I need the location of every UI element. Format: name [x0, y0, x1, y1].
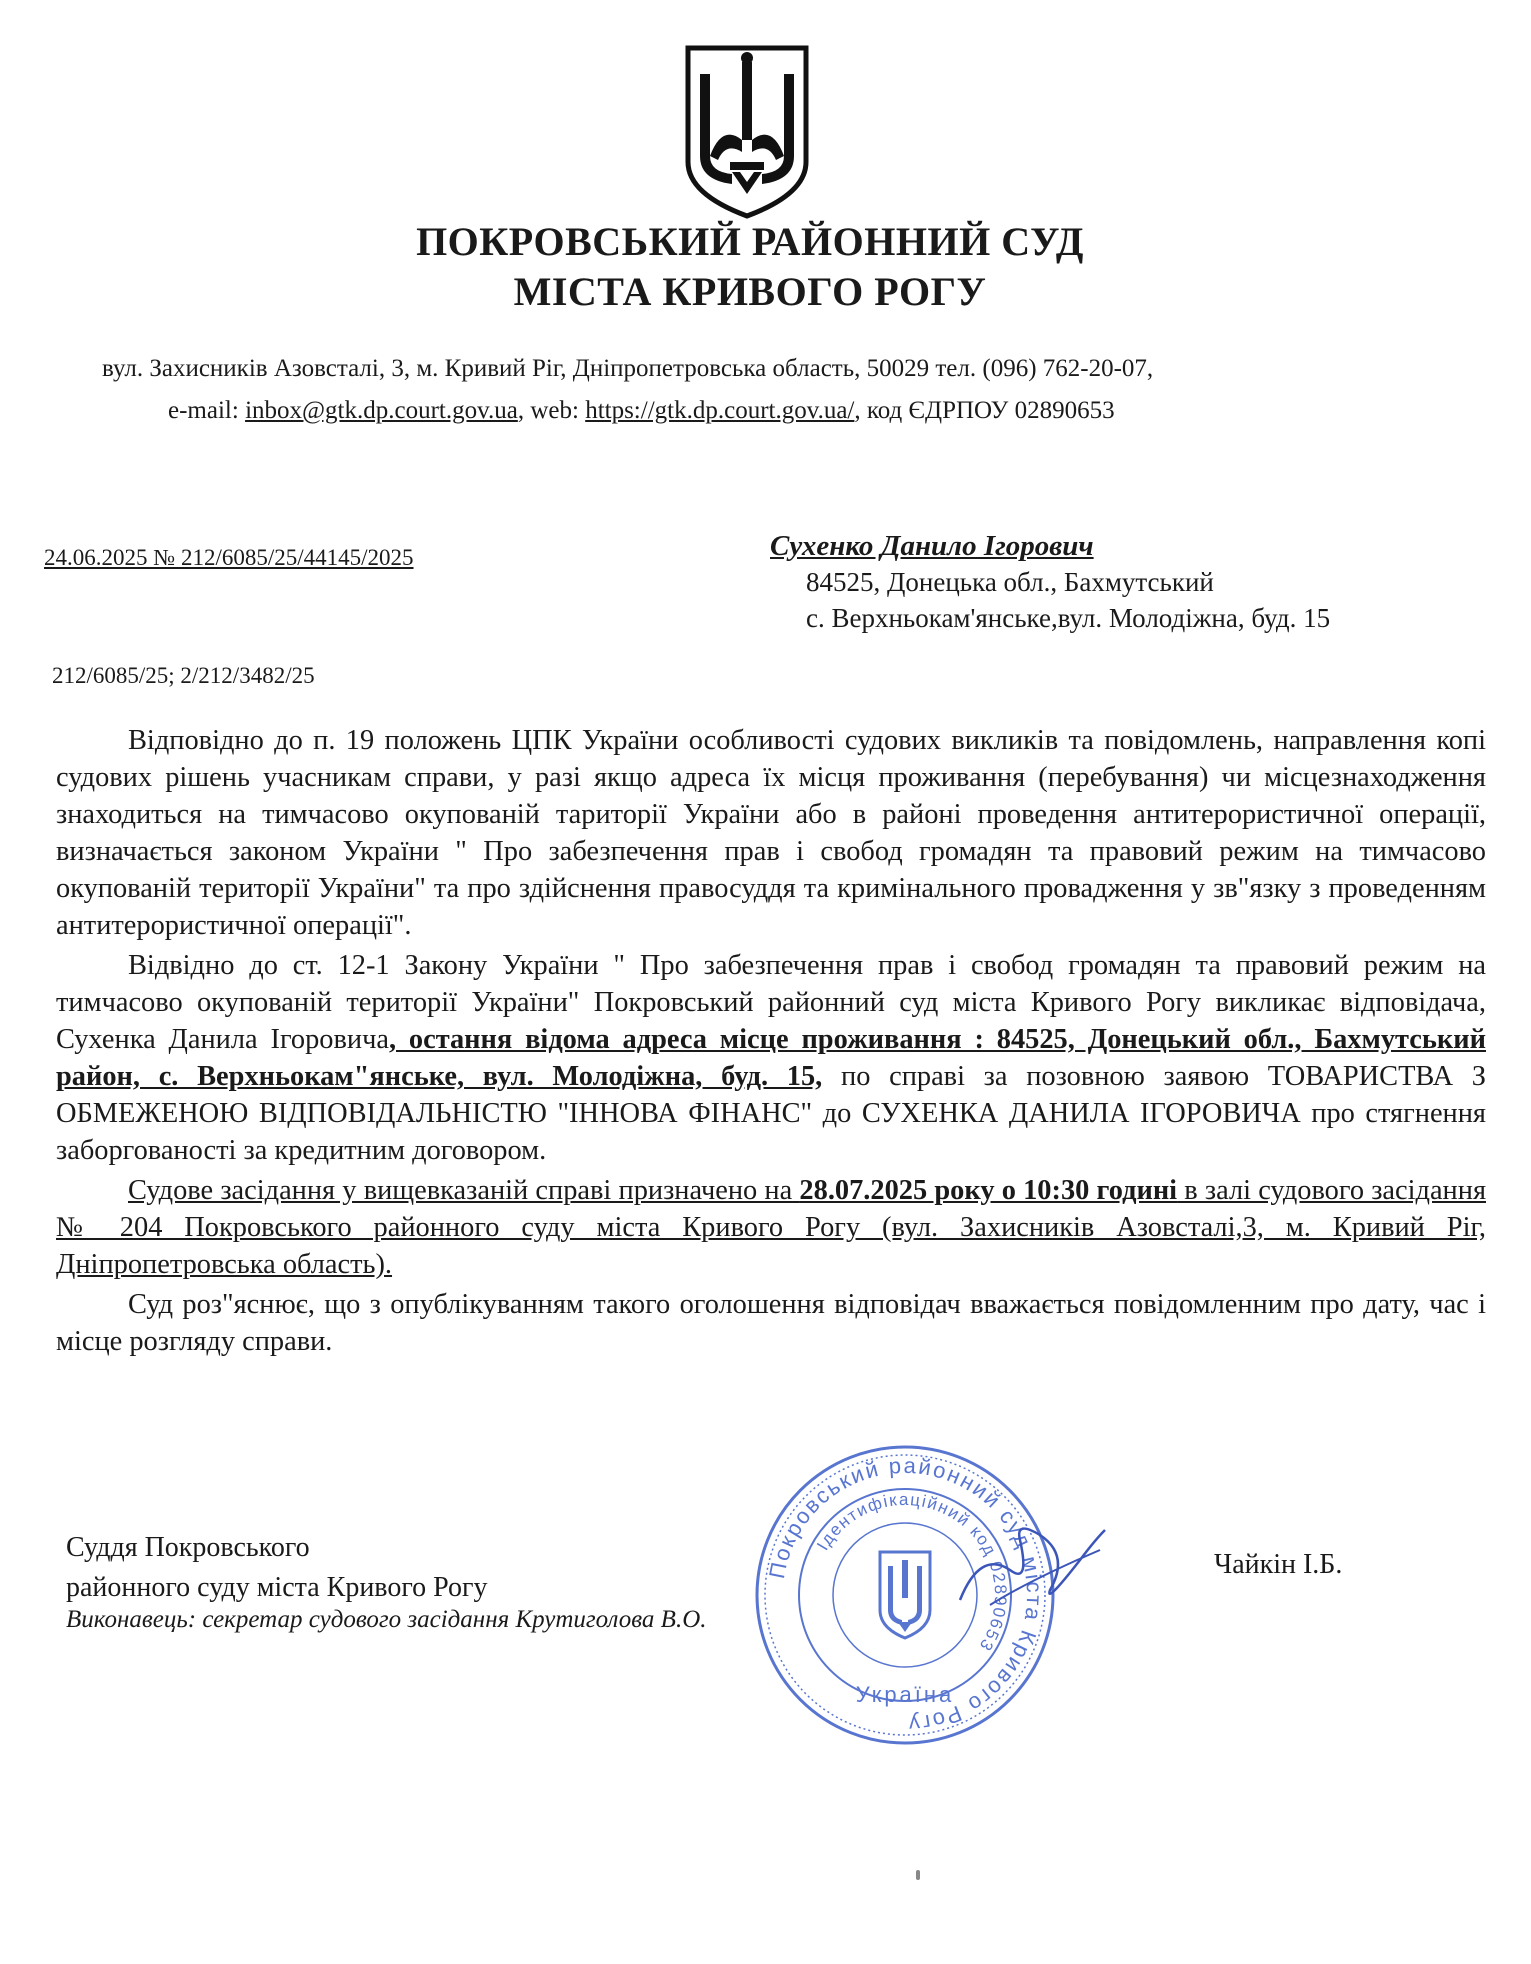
court-contacts	[168, 396, 1115, 426]
paragraph-summons	[56, 947, 1486, 1169]
judge-signature	[950, 1510, 1110, 1620]
stamp-country: Україна	[855, 1682, 955, 1707]
recipient-address-line1: 84525, Донецька обл., Бахмутський	[806, 567, 1214, 597]
stamp-trident-icon	[880, 1552, 930, 1638]
stamp-outer-text: Покровський районний суд міста Кривого Рогу	[764, 1452, 1048, 1738]
trident-emblem-icon	[682, 44, 812, 219]
recipient-name: Сухенко Данило Ігорович	[770, 530, 1094, 562]
scan-speck	[916, 1870, 920, 1880]
judge-title	[66, 1528, 487, 1608]
edrpou-code: , код ЄДРПОУ 02890653	[854, 397, 1115, 424]
hearing-datetime: 28.07.2025 року о 10:30 годині	[799, 1175, 1178, 1206]
recipient-address-line2: с. Верхньокам'янське,вул. Молодіжна, буд. 15	[806, 603, 1331, 633]
paragraph-explanation: Суд роз"яснює, що з опублікуванням такого оголошення відповідач вважається повідомленним про дату, час і місце розгляду справи.	[56, 1289, 1486, 1357]
court-name-line1: ПОКРОВСЬКИЙ РАЙОННИЙ СУД	[416, 219, 1084, 264]
notice-body	[56, 722, 1486, 1360]
email-link[interactable]: inbox@gtk.dp.court.gov.ua	[245, 397, 518, 424]
email-label: e-mail:	[168, 397, 246, 424]
hearing-location: в залі судового засідання № 204 Покровського районного суду міста Кривого Рогу (вул. Захисників Азовсталі,3, м. Кривий Ріг, Дніпропетровська область).	[56, 1175, 1487, 1280]
web-link[interactable]: https://gtk.dp.court.gov.ua/	[585, 397, 855, 424]
paragraph-legal-basis: Відповідно до п. 19 положень ЦПК України особливості судових викликів та повідомлень, направлення копі судових рішень учасникам справи, у разі якщо адреса їх місця проживання (перебування) чи місцезнаходження знаходиться на тимчасово окупованій тариторії України або в районі проведення антитерористичної операції, визначається законом України " Про забезпечення прав і свобод громадян та правовий режим на тимчасово окупованій території України" та про здійснення правосуддя та кримінального провадження у зв"язку з проведенням антитерористичної операції".	[56, 725, 1486, 941]
judge-title-line1: Суддя Покровського	[66, 1532, 310, 1563]
hearing-intro: Судове засідання у вищевказаній справі призначено на	[128, 1175, 800, 1206]
judge-title-line2: районного суду міста Кривого Рогу	[66, 1572, 488, 1603]
web-label: , web:	[517, 397, 586, 424]
case-numbers: 212/6085/25; 2/212/3482/25	[52, 663, 315, 688]
outgoing-date-number: 24.06.2025 № 212/6085/25/44145/2025	[44, 545, 414, 570]
judge-name: Чайкін І.Б.	[1214, 1549, 1343, 1580]
court-address: вул. Захисників Азовсталі, 3, м. Кривий Ріг, Дніпропетровська область, 50029 тел. (096) 762-20-07,	[102, 355, 1154, 382]
defendant-address: , остання відома адреса місце проживання : 84525, Донецький обл., Бахмутський район, с. Верхньокам"янське, вул. Молодіжна, буд. 15,	[56, 1024, 1486, 1092]
stamp-inner-text: Ідентифікаційний код 02890653	[813, 1489, 1011, 1656]
summons-text: Відвідно до ст. 12-1 Закону України " Про забезпечення прав і свобод громадян та правовий режим на тимчасово окупованій території України" Покровський районний суд міста Кривого Рогу викликає відповідача, Сухенка Данила Ігоровича	[56, 950, 1486, 1055]
executor-line: Виконавець: секретар судового засідання Крутиголова В.О.	[66, 1606, 707, 1633]
court-name-line2: МІСТА КРИВОГО РОГУ	[513, 269, 987, 314]
case-description: по справі за позовною заявою ТОВАРИСТВА З ОБМЕЖЕНОЮ ВІДПОВІДАЛЬНІСТЮ "ІННОВА ФІНАНС" до СУХЕНКА ДАНИЛА ІГОРОВИЧА про стягнення заборгованості за кредитним договором.	[56, 1061, 1487, 1166]
paragraph-hearing	[56, 1172, 1486, 1283]
